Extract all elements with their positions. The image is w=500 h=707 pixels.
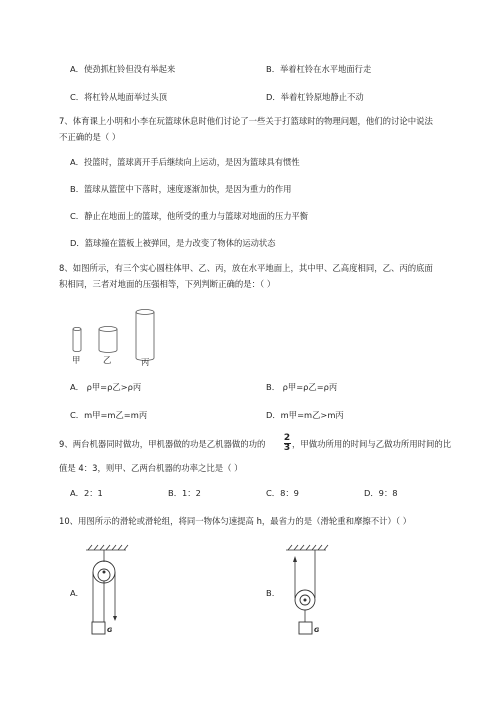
cylinder-yi: [99, 327, 117, 353]
q9-option-d: D．9：8: [364, 488, 398, 498]
cylinder-label-jia: 甲: [72, 355, 81, 365]
q9-option-a: A．2：1: [70, 488, 103, 498]
q10-option-a-label: A.: [70, 588, 79, 598]
cylinder-bing: [136, 310, 154, 361]
q9-stem-line1-b: ，甲做功所用的时间与乙做功所用时间的比: [292, 439, 452, 449]
q8-option-a: A． ρ甲=ρ乙>ρ丙: [70, 382, 142, 392]
cylinder-label-bing: 丙: [141, 357, 150, 367]
cylinder-label-yi: 乙: [103, 355, 112, 365]
q10-stem: 10、用图所示的滑轮或滑轮组，将同一物体匀速提高 h，最省力的是（滑轮重和摩擦不计）（ ）: [59, 516, 412, 526]
q9-option-c: C．8：9: [266, 488, 299, 498]
q7-stem-line1: 7、体育课上小明和小李在玩篮球休息时他们讨论了一些关于打篮球时的物理问题，他们的讨论中说法: [59, 116, 433, 126]
q8-option-b: B． ρ甲=ρ乙=ρ丙: [266, 382, 338, 392]
weight-label-b: G: [314, 626, 320, 634]
weight-label-a: G: [107, 626, 113, 634]
q6-option-c: C．将杠铃从地面举过头顶: [70, 92, 168, 102]
q6-option-b: B．举着杠铃在水平地面行走: [266, 64, 372, 74]
q7-option-a: A．投篮时，篮球离开手后继续向上运动，是因为篮球具有惯性: [70, 157, 300, 167]
q9-fraction-numerator: 2: [283, 433, 291, 443]
q8-stem-line2: 积相同，三者对地面的压强相等，下列判断正确的是：（ ）: [59, 279, 276, 289]
pulley-figure-b: [284, 542, 334, 642]
q9-fraction-denominator: 3: [283, 443, 291, 453]
q10-option-b-label: B.: [266, 588, 275, 598]
q8-option-c: C．m甲=m乙=m丙: [70, 410, 148, 420]
q8-stem-line1: 8、如图所示，有三个实心圆柱体甲、乙、丙，放在水平地面上，其中甲、乙高度相同，乙、丙的底面: [59, 263, 433, 273]
cylinder-jia: [73, 327, 81, 351]
q9-stem-line2: 值是 4：3，则甲、乙两台机器的功率之比是（ ）: [59, 463, 243, 473]
q7-option-d: D．篮球撞在篮板上被弹回，是力改变了物体的运动状态: [70, 238, 276, 248]
q6-option-d: D．举着杠铃原地静止不动: [266, 92, 364, 102]
q6-option-a: A．使劲抓杠铃但没有举起来: [70, 64, 176, 74]
q7-stem-line2: 不正确的是（ ）: [59, 132, 121, 142]
q9-fraction: [283, 434, 291, 453]
q8-option-d: D．m甲=m乙>m丙: [266, 410, 344, 420]
q7-option-c: C．静止在地面上的篮球，他所受的重力与篮球对地面的压力平衡: [70, 211, 309, 221]
q9-option-b: B．1：2: [168, 488, 201, 498]
q7-option-b: B．篮球从篮筐中下落时，速度逐渐加快，是因为重力的作用: [70, 184, 292, 194]
q9-stem-line1-a: 9、两台机器同时做功，甲机器做的功是乙机器做的功的: [59, 439, 266, 449]
